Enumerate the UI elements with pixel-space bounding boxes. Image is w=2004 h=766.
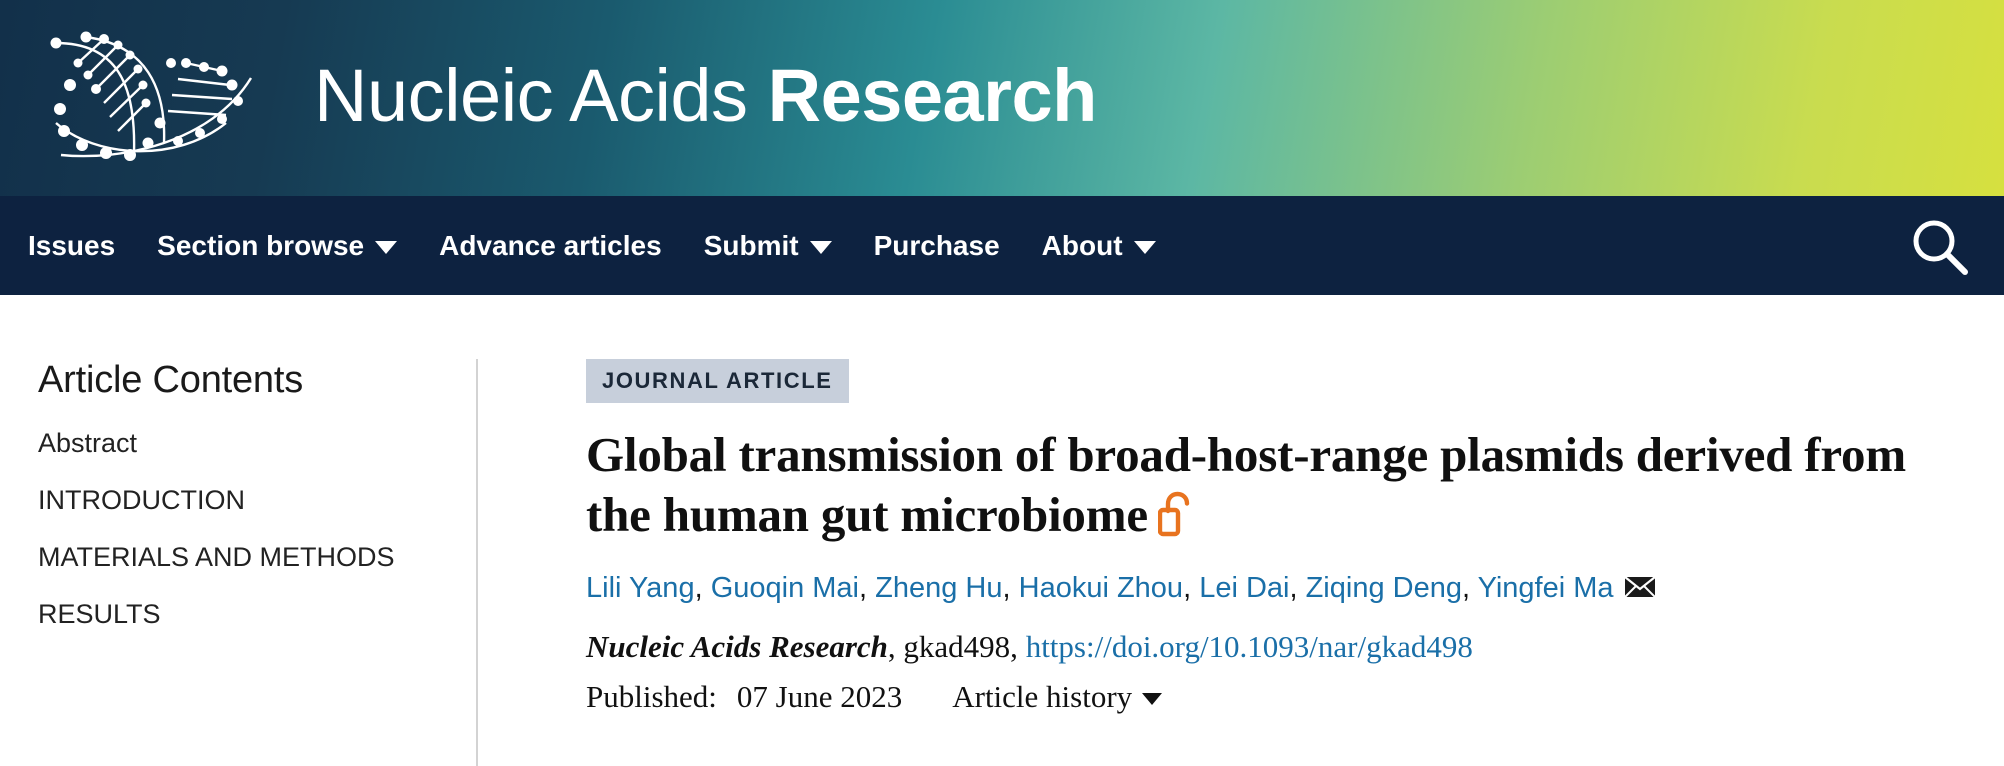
page-content (0, 295, 2004, 766)
journal-title-part1: Nucleic Acids (314, 54, 768, 137)
envelope-icon[interactable] (1624, 570, 1656, 609)
dna-helix-icon (26, 23, 306, 173)
author-link[interactable]: Ziqing Deng (1305, 571, 1462, 604)
nav-item-label: Purchase (873, 229, 1000, 261)
chevron-down-icon (810, 241, 832, 254)
author-separator: , (1289, 571, 1306, 604)
author-link[interactable]: Zheng Hu (875, 571, 1003, 604)
chevron-down-icon (375, 241, 397, 254)
publication-line (586, 679, 1964, 715)
nav-item-section-browse[interactable] (157, 230, 425, 262)
nav-item-submit[interactable] (704, 230, 860, 262)
citation-rest: , gkad498, (887, 628, 1026, 664)
author-link[interactable]: Lili Yang (586, 571, 695, 604)
search-icon[interactable] (1904, 211, 1974, 281)
published-date: 07 June 2023 (736, 678, 903, 714)
sidebar-item-introduction[interactable]: INTRODUCTION (38, 485, 245, 515)
nav-item-issues[interactable] (28, 230, 143, 262)
nav-item-label: Issues (28, 229, 116, 261)
author-link[interactable]: Lei Dai (1199, 571, 1290, 604)
article-history-toggle[interactable] (952, 679, 1162, 715)
sidebar-item-results[interactable]: RESULTS (38, 599, 161, 629)
author-separator: , (694, 571, 711, 604)
journal-name: Nucleic Acids Research (586, 628, 888, 664)
nav-item-label: Section browse (157, 229, 365, 261)
sidebar-item-materials-and-methods[interactable]: MATERIALS AND METHODS (38, 542, 395, 572)
author-separator: , (1002, 571, 1019, 604)
article-title-text: Global transmission of broad-host-range plasmids derived from the human gut microbiome (586, 427, 1906, 542)
nav-item-label: About (1041, 229, 1123, 261)
site-masthead (0, 0, 2004, 196)
sidebar-heading: Article Contents (38, 359, 304, 401)
nav-items (28, 230, 1198, 262)
published-label: Published: (586, 678, 717, 714)
article-contents-sidebar (0, 359, 478, 766)
nav-item-label: Submit (703, 229, 799, 261)
author-link[interactable]: Haokui Zhou (1018, 571, 1184, 604)
chevron-down-icon (1134, 241, 1156, 254)
nav-item-purchase[interactable] (874, 230, 1028, 262)
nav-item-label: Advance articles (439, 229, 662, 261)
author-link[interactable]: Yingfei Ma (1477, 571, 1614, 604)
chevron-down-icon (1142, 693, 1162, 705)
article-type-badge: JOURNAL ARTICLE (586, 359, 849, 403)
author-separator: , (1183, 571, 1200, 604)
open-lock-icon (1158, 491, 1192, 551)
article-history-label: Article history (952, 678, 1133, 714)
author-separator: , (859, 571, 876, 604)
citation-line (586, 629, 1964, 665)
author-separator: , (1461, 571, 1478, 604)
doi-link[interactable]: https://doi.org/10.1093/nar/gkad498 (1025, 628, 1473, 664)
page-title (586, 425, 1964, 551)
author-list (586, 569, 1964, 609)
sidebar-item-abstract[interactable]: Abstract (38, 428, 138, 458)
journal-title-part2: Research (767, 54, 1097, 137)
nav-item-about[interactable] (1042, 230, 1184, 262)
main-navigation (0, 196, 2004, 295)
journal-title (314, 54, 1097, 137)
nav-item-advance-articles[interactable] (439, 230, 690, 262)
author-link[interactable]: Guoqin Mai (710, 571, 860, 604)
article-header (478, 359, 2004, 766)
